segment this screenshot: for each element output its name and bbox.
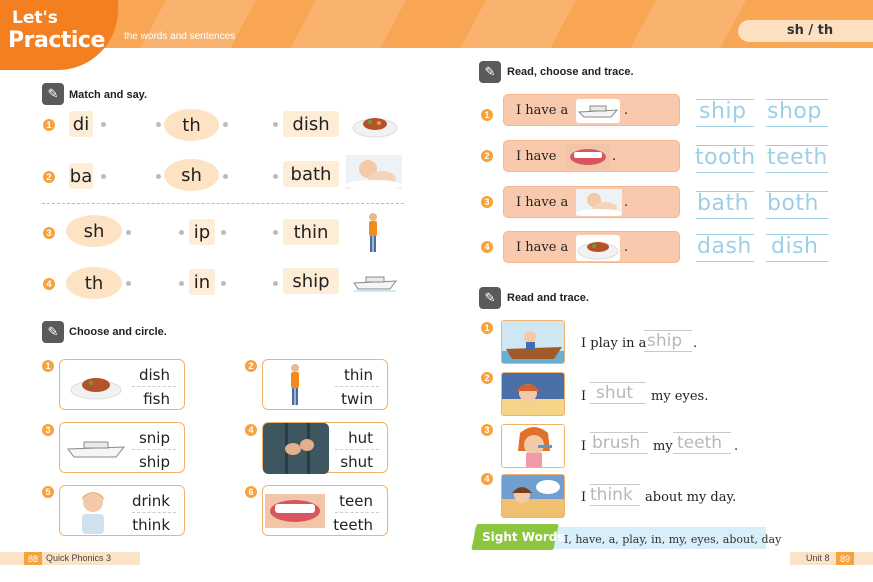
page-number-right: 89 <box>836 552 854 565</box>
ship-picture <box>576 99 620 123</box>
trace-option[interactable]: tooth <box>695 145 756 170</box>
choice-word[interactable]: thin <box>343 366 373 384</box>
choose-card <box>262 422 388 473</box>
sight-words-title: Sight Words <box>482 530 565 544</box>
sentence-mid: my eyes. <box>651 389 709 404</box>
trace-word[interactable]: teeth <box>677 433 723 453</box>
trace-option[interactable]: dish <box>771 234 819 259</box>
match-dot[interactable] <box>273 281 278 286</box>
match-dot[interactable] <box>223 122 228 127</box>
choose-card <box>59 485 185 536</box>
sentence-end: . <box>624 103 629 118</box>
match-title: Match and say. <box>69 89 148 101</box>
sentence-row <box>503 140 680 172</box>
choose-num-3: 3 <box>42 424 54 436</box>
match-part-b[interactable]: th <box>164 109 219 141</box>
bath-picture <box>576 189 622 216</box>
sentence-pre: I <box>581 490 587 505</box>
match-word[interactable]: ship <box>283 268 339 294</box>
trace-option[interactable]: dash <box>697 234 752 259</box>
sentence-text: I have a <box>516 103 569 118</box>
match-dot[interactable] <box>156 122 161 127</box>
choice-word[interactable]: shut <box>340 453 373 471</box>
choice-word[interactable]: dish <box>138 366 170 384</box>
match-part-a[interactable]: ba <box>69 163 93 189</box>
sentence-text: I have a <box>516 195 569 210</box>
match-dot[interactable] <box>223 174 228 179</box>
choice-word[interactable]: teeth <box>333 516 373 534</box>
trace-word[interactable]: shut <box>596 383 634 403</box>
match-num-4: 4 <box>43 278 55 290</box>
door-picture <box>263 423 329 474</box>
bath-picture <box>346 155 402 189</box>
match-dot[interactable] <box>126 230 131 235</box>
choose-num-6: 6 <box>245 486 257 498</box>
choose-num-5: 5 <box>42 486 54 498</box>
match-part-b[interactable]: in <box>189 269 215 295</box>
smile-teeth-picture <box>566 144 610 170</box>
match-dot[interactable] <box>179 230 184 235</box>
match-dot[interactable] <box>273 174 278 179</box>
sight-words-list: I, have, a, play, in, my, eyes, about, day <box>564 533 782 546</box>
rc-num-3: 3 <box>481 196 493 208</box>
rt-num-4: 4 <box>481 473 493 485</box>
read-choose-title: Read, choose and trace. <box>507 66 634 78</box>
choose-card <box>59 422 185 473</box>
choice-word[interactable]: drink <box>131 492 170 510</box>
match-dot[interactable] <box>221 230 226 235</box>
trace-option[interactable]: shop <box>767 99 822 124</box>
choice-separator <box>335 386 379 387</box>
sentence-text: I have <box>516 149 557 164</box>
logo-lets-text: Let's <box>12 8 58 28</box>
sentence-row <box>503 231 680 263</box>
dish-picture <box>352 110 398 138</box>
choice-separator <box>132 449 176 450</box>
smile-teeth-picture <box>265 494 325 528</box>
choice-word[interactable]: think <box>132 516 170 534</box>
pencil-icon: ✎ <box>42 83 64 105</box>
match-dot[interactable] <box>179 281 184 286</box>
topic-title: sh / th <box>786 23 834 38</box>
ship-picture <box>66 435 126 461</box>
dish-picture <box>70 370 122 400</box>
choose-card <box>59 359 185 410</box>
sentence-pre: I <box>581 389 587 404</box>
rt-num-3: 3 <box>481 424 493 436</box>
rt-num-1: 1 <box>481 322 493 334</box>
choice-word[interactable]: teen <box>339 492 373 510</box>
match-word[interactable]: dish <box>283 111 339 137</box>
choice-separator <box>132 386 176 387</box>
read-trace-title: Read and trace. <box>507 292 589 304</box>
girl-brushing-teeth-picture <box>501 424 565 468</box>
match-num-2: 2 <box>43 171 55 183</box>
choose-num-2: 2 <box>245 360 257 372</box>
sentence-row <box>503 94 680 126</box>
rc-num-2: 2 <box>481 150 493 162</box>
match-dot[interactable] <box>101 122 106 127</box>
match-part-a[interactable]: sh <box>66 215 122 247</box>
sentence-end: . <box>624 195 629 210</box>
sentence-pre: I <box>581 439 587 454</box>
choice-word[interactable]: hut <box>348 429 373 447</box>
match-dot[interactable] <box>221 281 226 286</box>
choice-separator <box>132 512 176 513</box>
ship-picture <box>352 270 398 292</box>
girl-thinking-picture <box>76 488 110 536</box>
pencil-icon: ✎ <box>479 61 501 83</box>
girl-thinking-in-bed-picture <box>501 474 565 518</box>
section-divider <box>42 203 404 204</box>
match-word[interactable]: bath <box>283 161 339 187</box>
rc-num-4: 4 <box>481 241 493 253</box>
pencil-icon: ✎ <box>479 287 501 309</box>
header-subtitle: the words and sentences <box>124 31 236 42</box>
match-part-a[interactable]: di <box>69 111 93 137</box>
girl-sleeping-picture <box>501 372 565 416</box>
book-title: Quick Phonics 3 <box>46 553 112 563</box>
rt-num-2: 2 <box>481 372 493 384</box>
choose-title: Choose and circle. <box>69 326 167 338</box>
choose-num-4: 4 <box>245 424 257 436</box>
match-part-b[interactable]: sh <box>164 159 219 191</box>
trace-option[interactable]: bath <box>697 191 750 216</box>
sentence-mid: about my day. <box>645 490 737 505</box>
match-part-b[interactable]: ip <box>189 219 215 245</box>
choose-num-1: 1 <box>42 360 54 372</box>
trace-option[interactable]: ship <box>699 99 747 124</box>
sentence-mid: my <box>653 439 673 454</box>
thin-person-picture <box>365 212 381 254</box>
sentence-mid: . <box>693 336 698 351</box>
unit-label: Unit 8 <box>806 553 830 563</box>
match-dot[interactable] <box>273 230 278 235</box>
sentence-end: . <box>624 240 629 255</box>
match-dot[interactable] <box>126 281 131 286</box>
sentence-pre: I play in a <box>581 336 647 351</box>
match-dot[interactable] <box>273 122 278 127</box>
choice-word[interactable]: fish <box>143 390 170 408</box>
choice-word[interactable]: ship <box>138 453 170 471</box>
sentence-text: I have a <box>516 240 569 255</box>
footer-bar-right <box>790 552 873 565</box>
thin-person-picture <box>287 363 303 407</box>
match-word[interactable]: thin <box>283 219 339 245</box>
choice-word[interactable]: twin <box>341 390 373 408</box>
rc-num-1: 1 <box>481 109 493 121</box>
match-dot[interactable] <box>101 174 106 179</box>
choice-separator <box>335 449 379 450</box>
trace-word[interactable]: brush <box>592 433 641 453</box>
sentence-row <box>503 186 680 218</box>
match-num-1: 1 <box>43 119 55 131</box>
trace-word[interactable]: ship <box>647 331 683 351</box>
match-dot[interactable] <box>156 174 161 179</box>
sentence-end: . <box>612 149 617 164</box>
trace-option[interactable]: teeth <box>767 145 828 170</box>
match-num-3: 3 <box>43 227 55 239</box>
trace-word[interactable]: think <box>590 485 633 505</box>
dish-picture <box>576 235 620 261</box>
match-part-a[interactable]: th <box>66 267 122 299</box>
page-number-left: 88 <box>24 552 42 565</box>
trace-option[interactable]: both <box>767 191 819 216</box>
logo-practice-text: Practice <box>8 28 105 53</box>
choose-card <box>262 359 388 410</box>
choice-separator <box>335 512 379 513</box>
boy-on-ship-picture <box>501 320 565 364</box>
pencil-circle-icon: ✎ <box>42 321 64 343</box>
sentence-post: . <box>734 439 739 454</box>
choice-word[interactable]: snip <box>138 429 170 447</box>
choose-card <box>262 485 388 536</box>
